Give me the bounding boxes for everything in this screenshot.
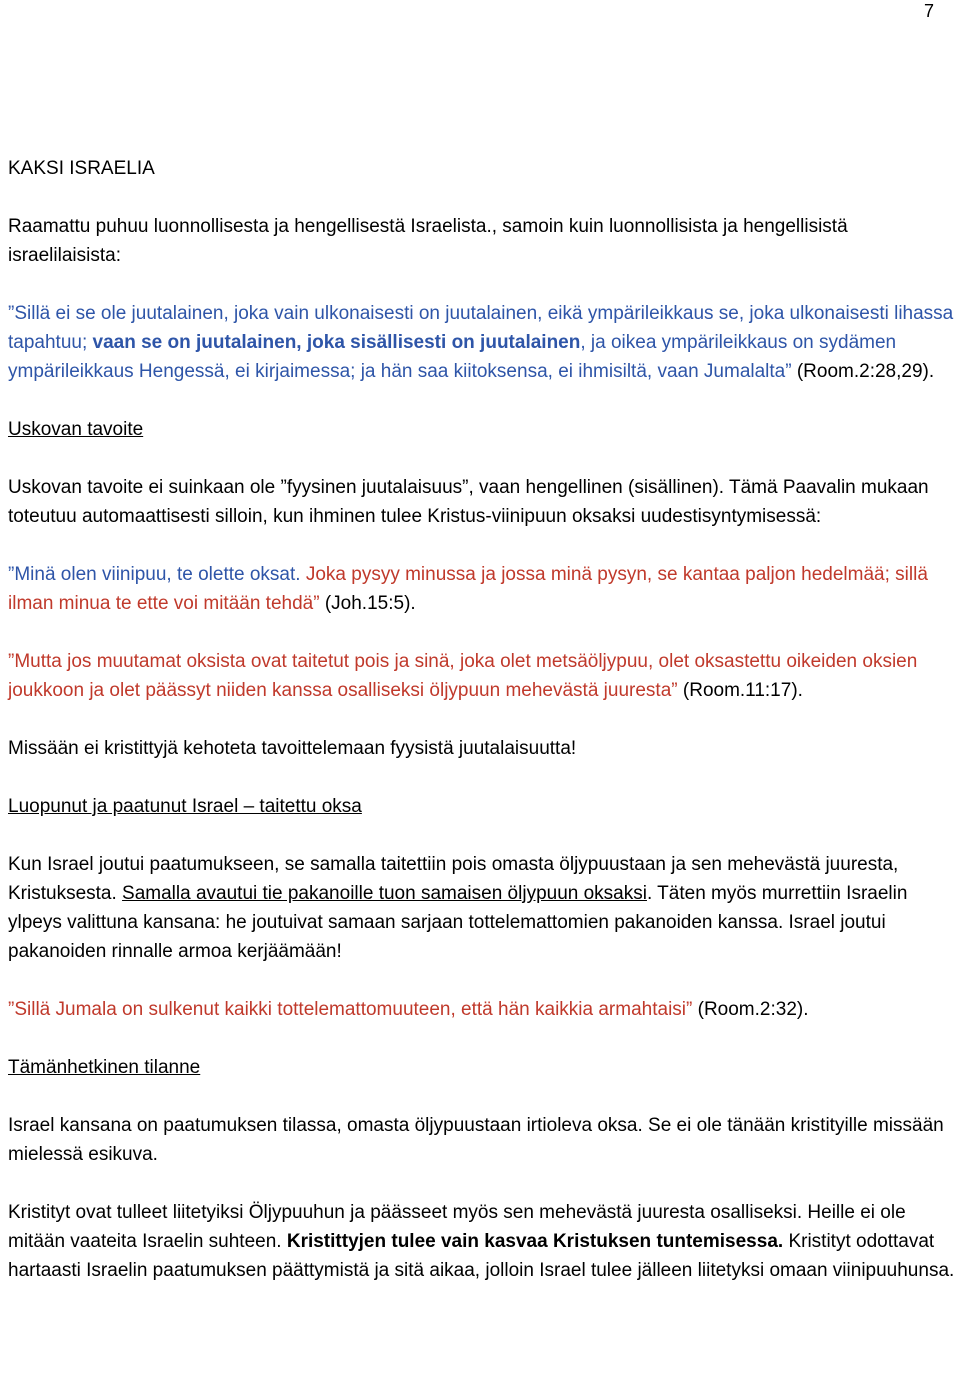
spacer bbox=[8, 1024, 958, 1053]
quote-romans-11-32 bbox=[8, 995, 958, 1024]
spacer bbox=[8, 966, 958, 995]
document-body bbox=[8, 154, 958, 1285]
scripture-reference: (Room.2:28,29). bbox=[796, 361, 935, 382]
spacer bbox=[8, 618, 958, 647]
fallen-paragraph bbox=[8, 850, 958, 966]
spacer bbox=[8, 1169, 958, 1198]
scripture-reference: (Room.11:17). bbox=[682, 680, 803, 701]
quote-romans-11 bbox=[8, 647, 958, 705]
section-heading-fallen: Luopunut ja paatunut Israel – taitettu oksa bbox=[8, 796, 362, 817]
quote-text: ”Mutta jos muutamat oksista ovat taitetut pois ja sinä, joka olet metsäöljypuu, olet oksastettu oikeiden oksien joukkoon ja olet päässyt niiden kanssa osalliseksi öljypuun mehevästä juuresta” bbox=[8, 651, 918, 701]
page-number: 7 bbox=[924, 1, 935, 21]
paragraph-text: Kun Israel joutui paatumukseen, se samalla taitettiin pois omasta öljypuustaan ja sen mehevästä juuresta, Kristuksesta. bbox=[8, 854, 899, 904]
quote-romans-2 bbox=[8, 299, 958, 386]
section-heading-goal: Uskovan tavoite bbox=[8, 419, 144, 440]
paragraph-text: . Täten myös murrettiin Israelin ylpeys valittuna kansana: he joutuivat samaan sarjaan tottelemattomien pakanoiden kanssa. Israel joutui pakanoiden rinnalle armoa kerjäämään! bbox=[8, 883, 908, 962]
bold-text: Kristittyjen tulee vain kasvaa Kristuksen tuntemisessa. bbox=[286, 1231, 784, 1252]
spacer bbox=[8, 270, 958, 299]
quote-text: , ja oikea ympärileikkaus on sydämen ympärileikkaus Hengessä, ei kirjaimessa; ja hän saa kiitoksensa, ei ihmisiltä, vaan Jumalalta” bbox=[8, 332, 897, 382]
spacer bbox=[8, 763, 958, 792]
spacer bbox=[8, 444, 958, 473]
document-title: KAKSI ISRAELIA bbox=[8, 158, 155, 179]
final-paragraph bbox=[8, 1198, 958, 1285]
paragraph-text: Kristityt odottavat hartaasti Israelin paatumuksen päättymistä ja sitä aikaa, jolloin Israel tulee jälleen liitetyksi omaan viinipuuhunsa. bbox=[8, 1231, 955, 1281]
intro-paragraph: Raamattu puhuu luonnollisesta ja hengellisestä Israelista., samoin kuin luonnollisista ja hengellisistä israelilaisista: bbox=[8, 216, 848, 266]
spacer bbox=[8, 705, 958, 734]
spacer bbox=[8, 821, 958, 850]
spacer bbox=[8, 386, 958, 415]
spacer bbox=[8, 183, 958, 212]
paragraph-text: Kristityt ovat tulleet liitetyiksi Öljypuuhun ja päässeet myös sen mehevästä juuresta osalliseksi. Heille ei ole mitään vaateita Israelin suhteen. bbox=[8, 1202, 906, 1252]
current-paragraph: Israel kansana on paatumuksen tilassa, omasta öljypuustaan irtioleva oksa. Se ei ole tänään kristityille missään mielessä esikuva. bbox=[8, 1115, 944, 1165]
scripture-reference: (Room.2:32). bbox=[697, 999, 809, 1020]
quote-john bbox=[8, 560, 958, 618]
spacer bbox=[8, 531, 958, 560]
quote-text: Joka pysyy minussa ja jossa minä pysyn, se kantaa paljon hedelmää; sillä ilman minua te ette voi mitään tehdä” bbox=[8, 564, 928, 614]
quote-text: ”Sillä Jumala on sulkenut kaikki tottelemattomuuteen, että hän kaikkia armahtaisi” bbox=[8, 999, 698, 1020]
spacer bbox=[8, 1082, 958, 1111]
quote-text: ”Sillä ei se ole juutalainen, joka vain ulkonaisesti on juutalainen, eikä ympärileikkaus se, joka ulkonaisesti lihassa tapahtuu; bbox=[8, 303, 954, 353]
quote-text: ”Minä olen viinipuu, te olette oksat. bbox=[8, 564, 306, 585]
scripture-reference: (Joh.15:5). bbox=[324, 593, 416, 614]
exhortation-paragraph: Missään ei kristittyjä kehoteta tavoittelemaan fyysistä juutalaisuutta! bbox=[8, 738, 577, 759]
quote-emphasis: vaan se on juutalainen, joka sisällisesti on juutalainen bbox=[92, 332, 581, 353]
goal-paragraph: Uskovan tavoite ei suinkaan ole ”fyysinen juutalaisuus”, vaan hengellinen (sisällinen). Tämä Paavalin mukaan toteutuu automaattisesti silloin, kun ihminen tulee Kristus-viinipuun oksaksi uudestisyntymisessä: bbox=[8, 477, 929, 527]
underlined-text: Samalla avautui tie pakanoille tuon samaisen öljypuun oksaksi bbox=[122, 883, 647, 904]
section-heading-current: Tämänhetkinen tilanne bbox=[8, 1057, 201, 1078]
